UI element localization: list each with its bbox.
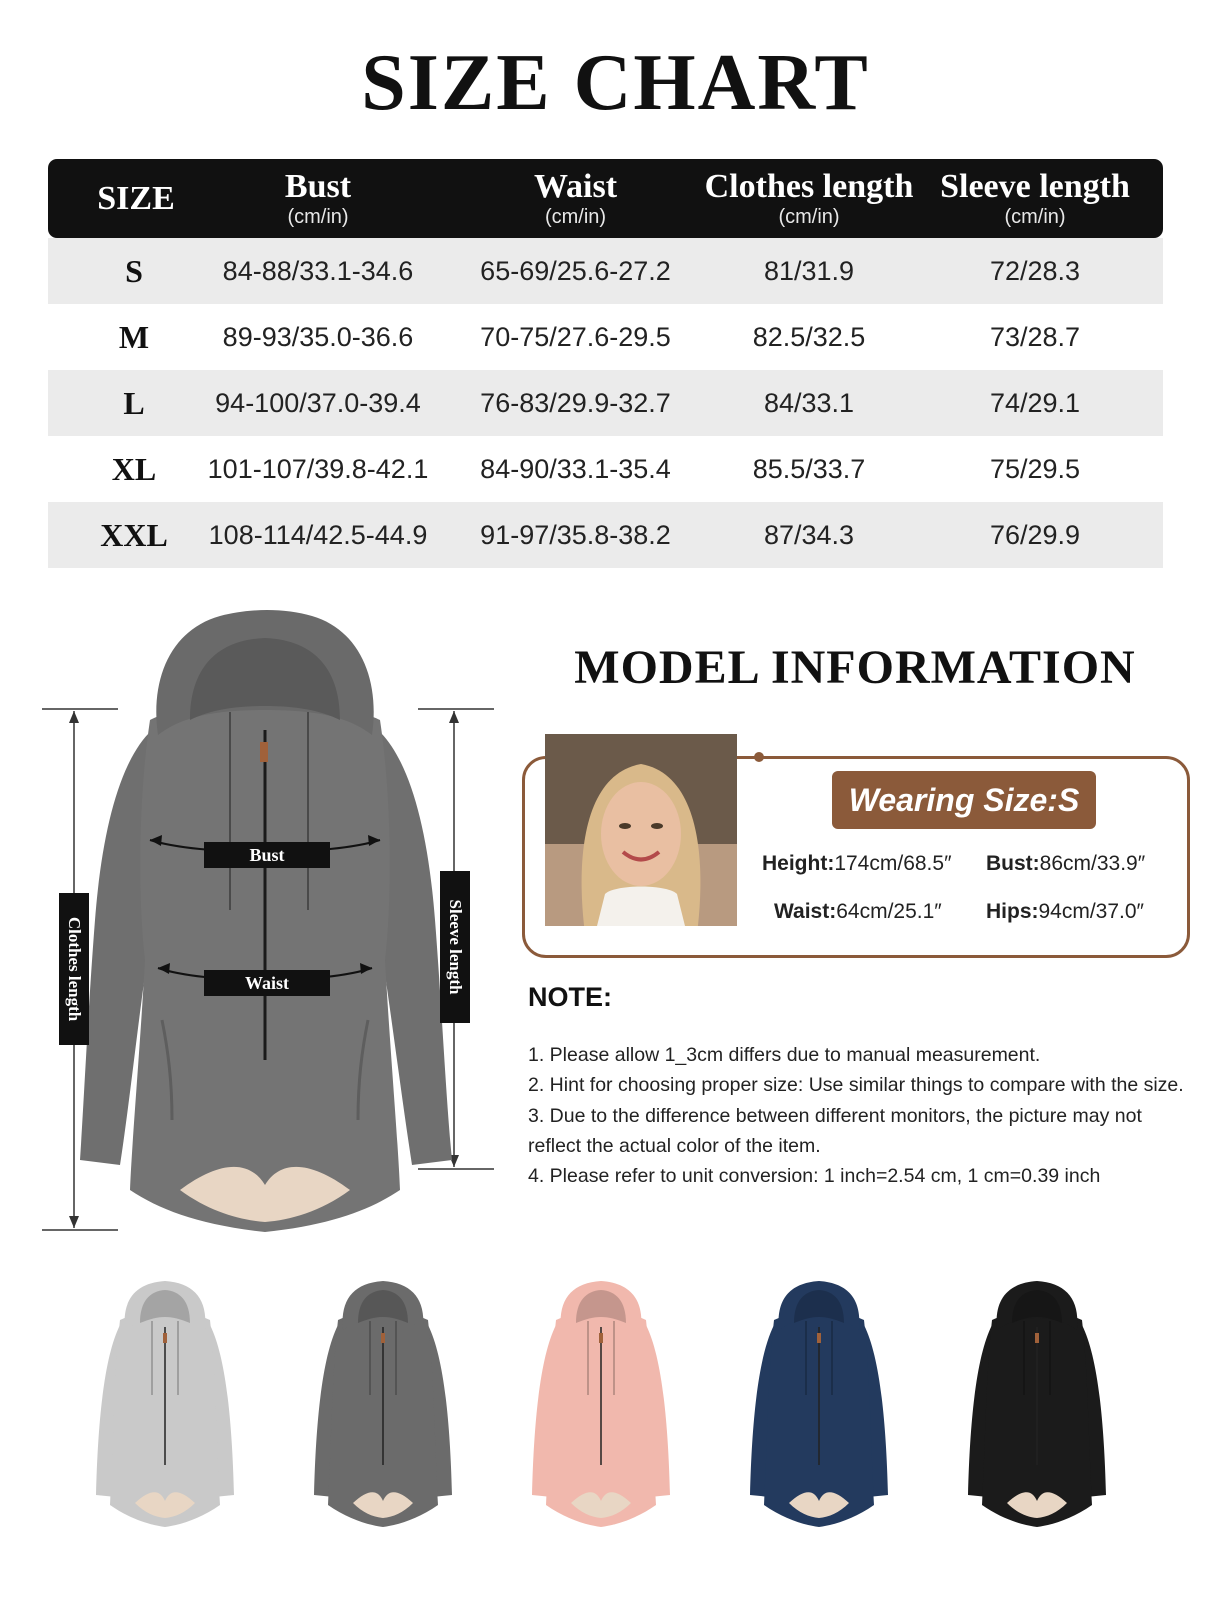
cell-clothes-length: 82.5/32.5 <box>752 321 866 352</box>
page-title: SIZE CHART <box>361 39 870 127</box>
size-table <box>48 159 1163 568</box>
model-waist <box>774 900 942 924</box>
model-waist-label: Waist: <box>774 900 837 923</box>
table-row <box>48 238 1163 304</box>
cell-size: M <box>118 318 150 355</box>
cell-clothes-length: 85.5/33.7 <box>752 453 866 484</box>
table-row <box>48 304 1163 370</box>
clothes-length-label: Clothes length <box>65 916 84 1022</box>
cell-waist: 91-97/35.8-38.2 <box>480 519 671 550</box>
wearing-size-badge: Wearing Size:S <box>832 771 1096 829</box>
note-list <box>528 1040 1188 1191</box>
cell-bust: 84-88/33.1-34.6 <box>222 255 414 286</box>
cell-bust: 94-100/37.0-39.4 <box>215 387 421 418</box>
cell-waist: 76-83/29.9-32.7 <box>480 387 671 418</box>
hoodie-illustration <box>80 610 452 1232</box>
table-header <box>48 159 1163 238</box>
cell-sleeve-length: 72/28.3 <box>989 255 1081 286</box>
cell-bust: 101-107/39.8-42.1 <box>207 453 429 484</box>
header-size-label: SIZE <box>97 179 175 217</box>
hoodie-variant-part <box>163 1333 167 1343</box>
model-height <box>762 852 952 876</box>
cell-size: XL <box>111 450 157 487</box>
cell-size: XXL <box>100 516 168 553</box>
header-waist <box>448 159 703 238</box>
hoodie-variant-part <box>381 1333 385 1343</box>
color-variants <box>80 1275 1160 1535</box>
cell-sleeve-length: 74/29.1 <box>989 387 1081 418</box>
hoodie-variant-pink <box>532 1281 670 1527</box>
note-item: 2. Hint for choosing proper size: Use similar things to compare with the size. <box>528 1074 1184 1097</box>
card-dot <box>750 750 770 764</box>
note-item: 3. Due to the difference between different monitors, the picture may not reflect the actual color of the item. <box>528 1104 1142 1157</box>
table-row <box>48 502 1163 568</box>
cell-sleeve-length: 73/28.7 <box>989 321 1081 352</box>
hoodie-measurement-diagram <box>40 600 500 1240</box>
header-bust-label: Bust <box>284 167 352 205</box>
cell-bust: 89-93/35.0-36.6 <box>222 321 414 352</box>
header-sleeve-length-label: Sleeve length <box>940 167 1130 205</box>
model-bust <box>986 852 1145 876</box>
header-sleeve-length-unit: (cm/in) <box>1004 205 1066 228</box>
note-item: 1. Please allow 1_3cm differs due to manual measurement. <box>528 1044 1041 1066</box>
bust-label: Bust <box>249 845 285 865</box>
model-bust-value: 86cm/33.9″ <box>1039 852 1146 875</box>
model-information-title: MODEL INFORMATION <box>574 641 1136 694</box>
header-clothes-length-unit: (cm/in) <box>778 205 840 228</box>
table-row <box>48 436 1163 502</box>
header-bust-unit: (cm/in) <box>287 205 349 228</box>
note-heading: NOTE: <box>528 982 612 1012</box>
cell-clothes-length: 81/31.9 <box>763 255 855 286</box>
header-clothes-length-label: Clothes length <box>704 167 914 205</box>
hoodie-variant-light-gray <box>96 1281 234 1527</box>
hoodie-variant-part <box>817 1333 821 1343</box>
hoodie-variant-navy <box>750 1281 888 1527</box>
hoodie-variant-part <box>1035 1333 1039 1343</box>
header-waist-label: Waist <box>533 167 618 205</box>
hoodie-variant-black <box>968 1281 1106 1527</box>
header-bust <box>188 159 448 238</box>
cell-waist: 84-90/33.1-35.4 <box>480 453 671 484</box>
model-hips <box>986 900 1144 924</box>
height-value: 174cm/68.5″ <box>834 852 952 875</box>
cell-clothes-length: 87/34.3 <box>763 519 855 550</box>
table-row <box>48 370 1163 436</box>
cell-waist: 70-75/27.6-29.5 <box>480 321 671 352</box>
cell-size: S <box>125 252 143 289</box>
header-waist-unit: (cm/in) <box>544 205 607 228</box>
model-bust-label: Bust: <box>986 852 1040 875</box>
header-clothes-length <box>698 159 920 238</box>
hoodie-variant-part <box>599 1333 603 1343</box>
cell-clothes-length: 84/33.1 <box>763 387 855 418</box>
note-item: 4. Please refer to unit conversion: 1 inch=2.54 cm, 1 cm=0.39 inch <box>528 1165 1101 1188</box>
sleeve-length-label: Sleeve length <box>446 899 465 995</box>
model-photo <box>545 734 737 926</box>
model-hips-value: 94cm/37.0″ <box>1038 900 1144 923</box>
cell-waist: 65-69/25.6-27.2 <box>480 255 671 286</box>
header-sleeve-length <box>930 159 1140 238</box>
model-hips-label: Hips: <box>986 900 1039 923</box>
cell-size: L <box>123 384 145 421</box>
cell-bust: 108-114/42.5-44.9 <box>208 519 428 550</box>
model-waist-value: 64cm/25.1″ <box>836 900 942 923</box>
waist-label: Waist <box>244 973 290 993</box>
cell-sleeve-length: 76/29.9 <box>989 519 1081 550</box>
hoodie-variant-dark-gray <box>314 1281 452 1527</box>
cell-sleeve-length: 75/29.5 <box>989 453 1081 484</box>
height-label: Height: <box>762 852 835 875</box>
